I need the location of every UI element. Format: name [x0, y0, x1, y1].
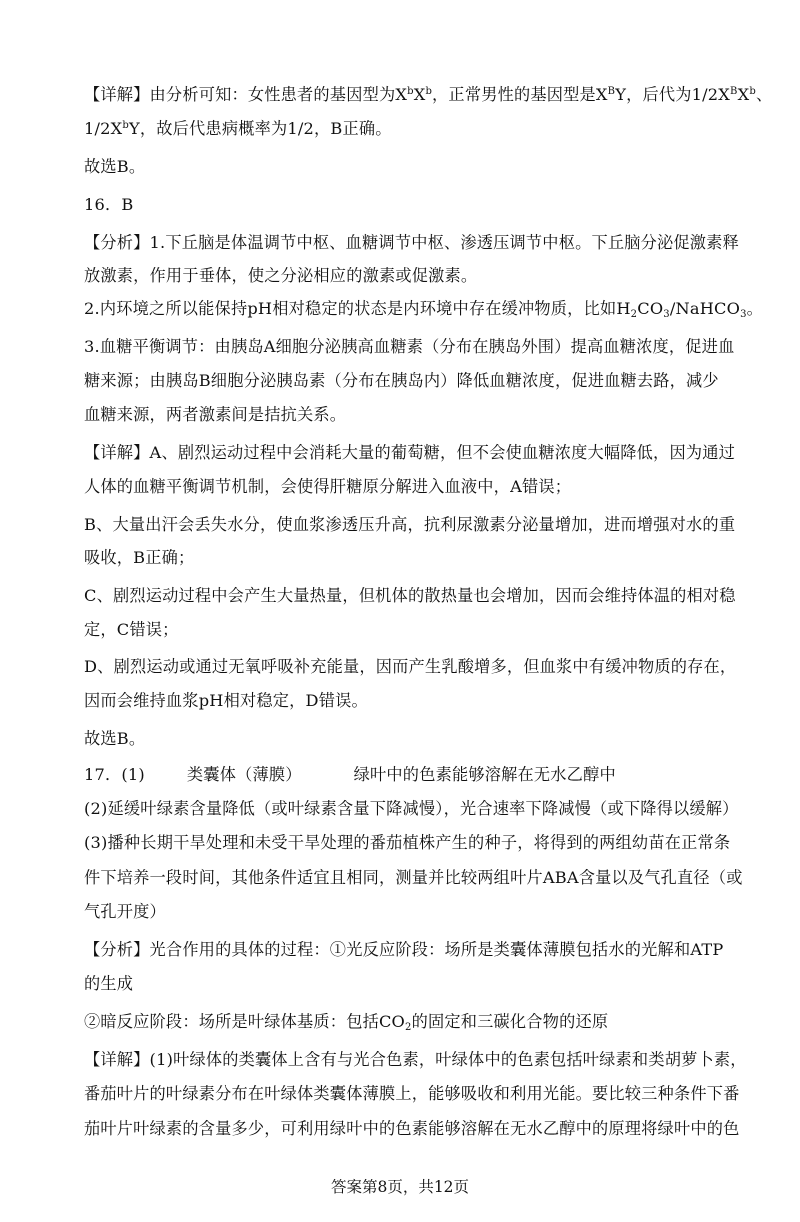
- text-line: 糖来源；由胰岛B细胞分泌胰岛素（分布在胰岛内）降低血糖浓度，促进血糖去路，减少: [84, 371, 719, 390]
- text-line: 放激素，作用于垂体，使之分泌相应的激素或促激素。: [84, 266, 478, 285]
- text-line: 件下培养一段时间，其他条件适宜且相同，测量并比较两组叶片ABA含量以及气孔直径（或: [84, 868, 743, 887]
- text-line: 【详解】(1)叶绿体的类囊体上含有与光合色素，叶绿体中的色素包括叶绿素和类胡萝卜素，: [84, 1050, 747, 1069]
- text-line: (3)播种长期干旱处理和未受干旱处理的番茄植株产生的种子，将得到的两组幼苗在正常条: [84, 833, 731, 852]
- text-line: ②暗反应阶段：场所是叶绿体基质：包括$CO_2$的固定和三碳化合物的还原: [84, 1012, 609, 1033]
- text-line: (2)延缓叶绿素含量降低（或叶绿素含量下降减慢），光合速率下降减慢（或下降得以缓解）: [84, 799, 739, 818]
- text-line: 故选B。: [84, 157, 146, 176]
- text-line: D、剧烈运动或通过无氧呼吸补充能量，因而产生乳酸增多，但血浆中有缓冲物质的存在，: [84, 657, 737, 676]
- text-line: 血糖来源，两者激素间是拮抗关系。: [84, 405, 347, 424]
- text-line: C、剧烈运动过程中会产生大量热量，但机体的散热量也会增加，因而会维持体温的相对稳: [84, 586, 736, 605]
- page-footer: 答案第8页，共12页: [330, 1178, 470, 1196]
- text-line: 2.内环境之所以能保持pH相对稳定的状态是内环境中存在缓冲物质，比如$H_2CO_3/NaHCO_3$。: [84, 299, 764, 320]
- question-number: 17．(1) 类囊体（薄膜） 绿叶中的色素能够溶解在无水乙醇中: [84, 765, 616, 784]
- text-line: 气孔开度）: [84, 902, 166, 921]
- text-line: 吸收，B正确；: [84, 548, 195, 567]
- text-line: 人体的血糖平衡调节机制，会使得肝糖原分解进入血液中，A错误；: [84, 477, 572, 496]
- text-line: 番茄叶片的叶绿素分布在叶绿体类囊体薄膜上，能够吸收和利用光能。要比较三种条件下番: [84, 1084, 740, 1103]
- text-line: 的生成: [84, 974, 134, 993]
- text-line: 茄叶片叶绿素的含量多少，可利用绿叶中的色素能够溶解在无水乙醇中的原理将绿叶中的色: [84, 1119, 740, 1138]
- question-number: 16．B: [84, 195, 134, 214]
- text-line: 3.血糖平衡调节：由胰岛A细胞分泌胰高血糖素（分布在胰岛外围）提高血糖浓度，促进血: [84, 337, 735, 356]
- text-line: $1/2X^bY$，故后代患病概率为1/2，B正确。: [84, 119, 392, 138]
- text-line: 定，C错误；: [84, 620, 179, 639]
- text-line: 【详解】A、剧烈运动过程中会消耗大量的葡萄糖，但不会使血糖浓度大幅降低，因为通过: [84, 443, 735, 462]
- text-line: B、大量出汗会丢失水分，使血浆渗透压升高，抗利尿激素分泌量增加，进而增强对水的重: [84, 515, 736, 534]
- text-line: 【分析】光合作用的具体的过程：①光反应阶段：场所是类囊体薄膜包括水的光解和ATP: [84, 940, 724, 959]
- text-line: 【分析】1.下丘脑是体温调节中枢、血糖调节中枢、渗透压调节中枢。下丘脑分泌促激素释: [84, 233, 739, 252]
- text-line: 故选B。: [84, 729, 146, 748]
- text-line: 因而会维持血浆pH相对稳定，D错误。: [84, 691, 368, 710]
- text-line: 【详解】由分析可知：女性患者的基因型为$X^bX^b$，正常男性的基因型是$X^BY$，后代为$1/2X^BX^b$、: [84, 85, 773, 104]
